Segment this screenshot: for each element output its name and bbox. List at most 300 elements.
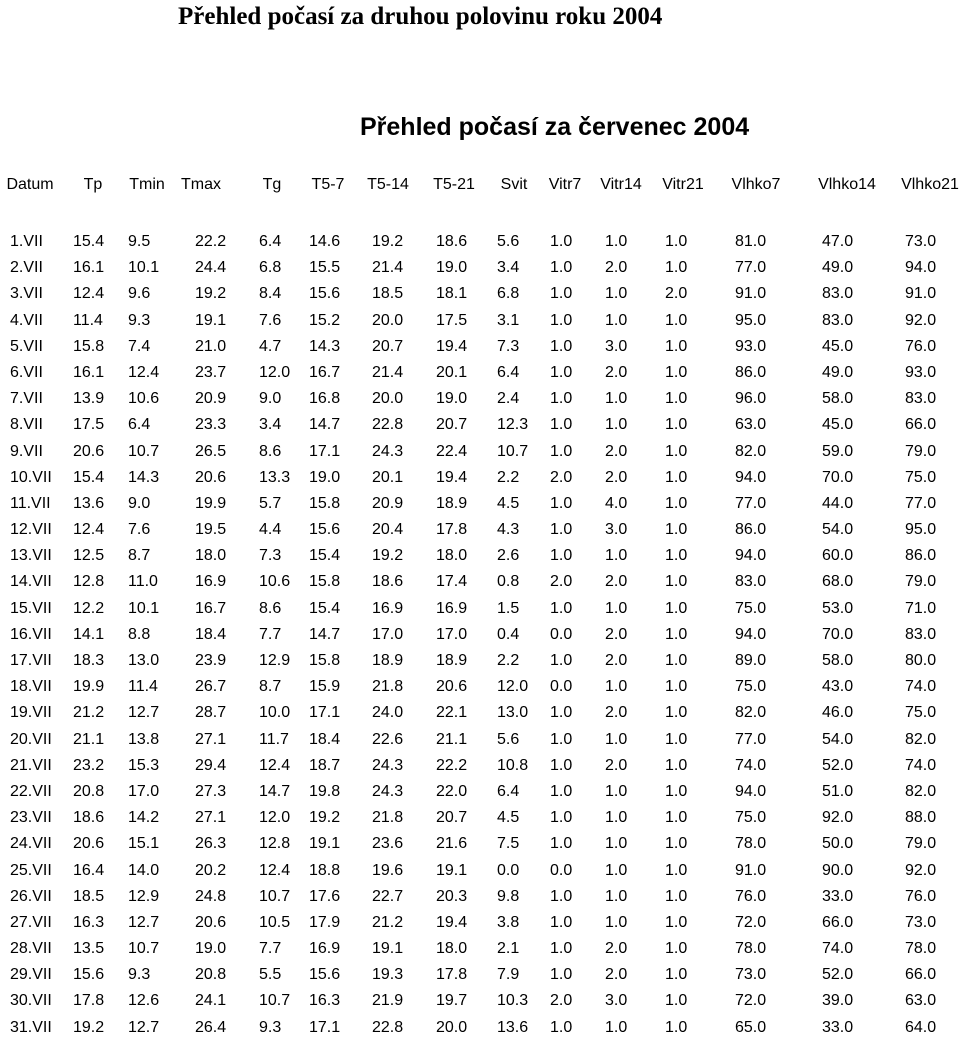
table-cell: 22.0 [436,782,468,800]
column-header: Tmin [129,176,165,193]
table-cell: 1.0 [665,521,688,539]
table-cell: 0.8 [497,573,520,591]
table-cell: 9.8 [497,887,520,905]
table-cell: 12.3 [497,416,529,434]
table-row [0,753,960,779]
table-cell: 13.VII [10,547,52,565]
table-cell: 12.8 [73,573,105,591]
table-cell: 18.6 [436,233,468,250]
table-row [0,491,960,517]
table-row [0,465,960,491]
table-cell: 1.0 [605,730,628,748]
table-cell: 19.0 [309,468,341,486]
table-cell: 3.1 [497,311,520,329]
column-header: T5-14 [367,176,409,193]
table-cell: 16.9 [436,599,468,617]
table-row [0,727,960,753]
table-cell: 93.0 [905,363,937,381]
table-cell: 1.0 [665,573,688,591]
table-cell: 15.8 [309,494,341,512]
table-cell: 21.VII [10,756,52,774]
table-row [0,334,960,360]
table-cell: 49.0 [822,363,854,381]
table-cell: 12.9 [259,652,291,669]
table-cell: 19.2 [372,233,404,250]
table-cell: 20.7 [436,416,468,434]
table-cell: 20.9 [372,494,404,512]
table-cell: 21.1 [436,730,468,748]
table-row [0,831,960,857]
table-cell: 20.8 [195,966,227,984]
table-cell: 77.0 [905,494,937,512]
table-cell: 66.0 [905,966,937,984]
table-cell: 86.0 [905,547,937,565]
table-cell: 6.VII [10,363,43,381]
table-cell: 17.8 [73,992,105,1010]
table-cell: 15.9 [309,678,341,696]
table-cell: 17.5 [73,416,105,434]
table-cell: 14.1 [73,625,105,643]
table-cell: 20.6 [195,913,227,931]
table-cell: 92.0 [905,861,937,879]
table-cell: 21.8 [372,678,404,696]
table-cell: 9.0 [259,390,282,408]
table-cell: 10.7 [259,992,291,1010]
table-cell: 19.0 [436,390,468,408]
table-cell: 19.2 [195,285,227,303]
table-cell: 20.6 [73,835,105,853]
table-cell: 82.0 [905,730,937,748]
table-cell: 10.3 [497,992,529,1010]
table-cell: 19.VII [10,704,52,722]
table-row [0,648,960,674]
table-cell: 70.0 [822,625,854,643]
table-cell: 19.4 [436,337,468,355]
table-cell: 20.7 [436,809,468,827]
table-cell: 26.7 [195,678,227,696]
table-cell: 9.3 [128,311,151,329]
table-cell: 29.VII [10,966,52,984]
table-cell: 17.8 [436,966,468,984]
table-cell: 17.VII [10,652,52,669]
table-cell: 15.8 [73,337,105,355]
table-cell: 10.7 [497,442,529,460]
table-cell: 1.0 [550,966,573,984]
table-cell: 4.4 [259,521,282,539]
table-cell: 18.4 [309,730,341,748]
table-cell: 10.5 [259,913,291,931]
table-cell: 21.6 [436,835,468,853]
table-cell: 14.7 [309,416,341,434]
table-cell: 1.0 [550,652,573,669]
table-cell: 9.3 [128,966,151,984]
table-cell: 4.3 [497,521,520,539]
table-cell: 4.VII [10,311,43,329]
table-cell: 12.9 [128,887,160,905]
table-cell: 1.0 [550,337,573,355]
table-cell: 9.3 [259,1018,282,1036]
table-cell: 18.4 [195,625,227,643]
table-cell: 33.0 [822,887,854,905]
table-cell: 2.0 [605,573,628,591]
table-cell: 13.3 [259,468,291,486]
table-cell: 83.0 [905,390,937,408]
table-cell: 4.0 [605,494,628,512]
table-row [0,360,960,386]
table-cell: 16.1 [73,363,105,381]
table-cell: 92.0 [905,311,937,329]
table-header-row [0,173,960,197]
table-cell: 15.VII [10,599,52,617]
column-header: Tp [83,176,103,193]
table-cell: 14.0 [128,861,160,879]
table-cell: 24.0 [372,704,404,722]
table-cell: 10.6 [128,390,160,408]
table-cell: 27.VII [10,913,52,931]
table-cell: 0.0 [550,861,573,879]
table-cell: 2.0 [605,625,628,643]
table-cell: 9.5 [128,233,151,250]
table-cell: 4.5 [497,809,520,827]
table-cell: 8.VII [10,416,43,434]
table-cell: 1.0 [665,966,688,984]
table-cell: 9.0 [128,494,151,512]
table-cell: 1.0 [550,363,573,381]
table-cell: 1.0 [550,442,573,460]
table-cell: 1.0 [665,809,688,827]
table-cell: 19.2 [372,547,404,565]
table-cell: 58.0 [822,652,854,669]
table-cell: 74.0 [735,756,767,774]
table-cell: 1.0 [665,442,688,460]
table-cell: 20.9 [195,390,227,408]
table-cell: 17.8 [436,521,468,539]
table-cell: 1.0 [665,913,688,931]
table-cell: 19.3 [372,966,404,984]
table-cell: 83.0 [822,285,854,303]
section-title: Přehled počasí za červenec 2004 [360,113,750,141]
table-cell: 1.5 [497,599,520,617]
table-cell: 18.7 [309,756,341,774]
table-cell: 2.0 [550,573,573,591]
table-cell: 1.0 [665,861,688,879]
table-cell: 19.9 [73,678,105,696]
table-cell: 94.0 [905,259,937,277]
table-cell: 1.0 [665,835,688,853]
table-cell: 44.0 [822,494,854,512]
table-cell: 7.4 [128,337,151,355]
table-cell: 12.8 [259,835,291,853]
table-cell: 92.0 [822,809,854,827]
table-row [0,674,960,700]
table-cell: 15.3 [128,756,160,774]
table-cell: 2.0 [665,285,688,303]
table-cell: 25.VII [10,861,52,879]
table-cell: 39.0 [822,992,854,1010]
table-cell: 0.0 [550,625,573,643]
table-cell: 78.0 [735,835,767,853]
table-cell: 2.0 [605,468,628,486]
table-cell: 18.0 [436,547,468,565]
table-cell: 1.0 [665,494,688,512]
table-cell: 14.3 [128,468,160,486]
table-cell: 21.9 [372,992,404,1010]
table-cell: 1.VII [10,233,43,250]
table-cell: 91.0 [905,285,937,303]
table-cell: 1.0 [665,756,688,774]
table-cell: 1.0 [605,416,628,434]
table-cell: 21.2 [372,913,404,931]
table-cell: 94.0 [735,625,767,643]
table-cell: 54.0 [822,521,854,539]
table-cell: 2.0 [550,468,573,486]
table-cell: 16.8 [309,390,341,408]
table-cell: 1.0 [550,547,573,565]
table-cell: 54.0 [822,730,854,748]
table-cell: 18.5 [73,887,105,905]
table-cell: 1.0 [605,1018,628,1036]
table-row [0,962,960,988]
table-cell: 3.4 [497,259,520,277]
table-cell: 12.7 [128,1018,160,1036]
table-cell: 8.7 [259,678,282,696]
table-cell: 8.4 [259,285,282,303]
table-cell: 65.0 [735,1018,767,1036]
table-cell: 14.7 [309,625,341,643]
table-cell: 8.8 [128,625,151,643]
table-cell: 19.1 [309,835,341,853]
table-row [0,884,960,910]
table-cell: 7.7 [259,625,282,643]
table-cell: 1.0 [665,625,688,643]
table-cell: 6.4 [497,782,520,800]
table-cell: 95.0 [735,311,767,329]
table-cell: 1.0 [665,416,688,434]
table-cell: 13.0 [128,652,160,669]
table-cell: 19.8 [309,782,341,800]
table-cell: 76.0 [905,337,937,355]
table-cell: 83.0 [905,625,937,643]
table-cell: 2.0 [605,704,628,722]
table-cell: 5.5 [259,966,282,984]
table-cell: 12.0 [259,809,291,827]
table-cell: 2.2 [497,468,520,486]
table-cell: 10.8 [497,756,529,774]
table-cell: 3.0 [605,521,628,539]
table-cell: 1.0 [665,363,688,381]
table-cell: 1.0 [605,861,628,879]
table-row [0,779,960,805]
table-cell: 19.5 [195,521,227,539]
table-cell: 83.0 [822,311,854,329]
column-header: T5-21 [433,176,475,193]
table-cell: 1.0 [605,835,628,853]
table-cell: 17.1 [309,442,341,460]
table-cell: 6.4 [128,416,151,434]
table-cell: 26.VII [10,887,52,905]
table-cell: 19.0 [436,259,468,277]
table-cell: 79.0 [905,835,937,853]
table-cell: 3.4 [259,416,282,434]
table-cell: 15.6 [73,966,105,984]
table-cell: 15.1 [128,835,160,853]
table-cell: 94.0 [735,782,767,800]
column-header: Vitr7 [548,176,582,193]
table-cell: 12.0 [497,678,529,696]
table-cell: 13.0 [497,704,529,722]
table-cell: 63.0 [735,416,767,434]
table-cell: 5.VII [10,337,43,355]
table-cell: 22.4 [436,442,468,460]
table-cell: 20.0 [372,311,404,329]
column-header: Tmax [181,176,221,193]
table-cell: 3.0 [605,992,628,1010]
table-cell: 89.0 [735,652,767,669]
table-cell: 12.VII [10,521,52,539]
table-cell: 12.6 [128,992,160,1010]
table-cell: 12.4 [259,756,291,774]
table-cell: 16.9 [195,573,227,591]
table-cell: 1.0 [550,494,573,512]
table-cell: 10.7 [128,442,160,460]
table-cell: 17.4 [436,573,468,591]
table-cell: 20.4 [372,521,404,539]
table-cell: 1.0 [605,233,628,250]
table-cell: 17.0 [372,625,404,643]
table-cell: 20.7 [372,337,404,355]
table-cell: 1.0 [605,913,628,931]
table-cell: 12.2 [73,599,105,617]
table-cell: 2.1 [497,940,520,958]
table-cell: 16.9 [309,940,341,958]
table-cell: 75.0 [735,599,767,617]
table-row [0,412,960,438]
table-cell: 21.8 [372,809,404,827]
table-cell: 3.VII [10,285,43,303]
table-cell: 73.0 [735,966,767,984]
table-cell: 6.8 [259,259,282,277]
table-cell: 30.VII [10,992,52,1010]
table-cell: 22.2 [436,756,468,774]
table-cell: 86.0 [735,363,767,381]
table-cell: 19.6 [372,861,404,879]
table-cell: 18.9 [436,494,468,512]
table-cell: 91.0 [735,861,767,879]
table-cell: 2.0 [605,940,628,958]
column-header: Tg [262,176,282,193]
table-cell: 20.6 [436,678,468,696]
table-cell: 88.0 [905,809,937,827]
table-cell: 2.0 [605,259,628,277]
table-cell: 22.2 [195,233,227,250]
table-cell: 15.6 [309,521,341,539]
table-cell: 90.0 [822,861,854,879]
table-cell: 20.8 [73,782,105,800]
table-cell: 21.0 [195,337,227,355]
table-cell: 23.9 [195,652,227,669]
table-cell: 17.5 [436,311,468,329]
table-cell: 15.5 [309,259,341,277]
table-cell: 11.VII [10,494,51,512]
table-cell: 17.0 [128,782,160,800]
table-cell: 1.0 [550,521,573,539]
table-cell: 47.0 [822,233,854,250]
table-row [0,596,960,622]
table-cell: 22.8 [372,416,404,434]
table-cell: 51.0 [822,782,854,800]
table-cell: 1.0 [550,913,573,931]
table-cell: 75.0 [735,678,767,696]
table-row [0,805,960,831]
table-cell: 19.1 [195,311,227,329]
table-cell: 1.0 [605,678,628,696]
table-cell: 52.0 [822,966,854,984]
table-cell: 19.0 [195,940,227,958]
table-cell: 1.0 [665,233,688,250]
table-cell: 26.4 [195,1018,227,1036]
table-cell: 16.3 [309,992,341,1010]
table-cell: 24.3 [372,442,404,460]
table-row [0,439,960,465]
table-cell: 5.6 [497,730,520,748]
table-cell: 50.0 [822,835,854,853]
table-cell: 79.0 [905,442,937,460]
table-cell: 23.7 [195,363,227,381]
table-cell: 17.9 [309,913,341,931]
table-cell: 1.0 [605,285,628,303]
table-cell: 26.3 [195,835,227,853]
table-cell: 1.0 [550,233,573,250]
table-cell: 14.2 [128,809,160,827]
table-cell: 91.0 [735,285,767,303]
table-cell: 2.0 [605,756,628,774]
table-cell: 76.0 [735,887,767,905]
table-cell: 24.4 [195,259,227,277]
table-cell: 19.4 [436,913,468,931]
table-cell: 11.7 [259,730,289,748]
table-cell: 16.9 [372,599,404,617]
table-cell: 1.0 [665,311,688,329]
table-cell: 18.5 [372,285,404,303]
table-cell: 75.0 [905,468,937,486]
table-cell: 20.2 [195,861,227,879]
table-cell: 2.2 [497,652,520,669]
table-cell: 7.5 [497,835,520,853]
table-cell: 20.0 [372,390,404,408]
table-cell: 74.0 [905,756,937,774]
table-cell: 63.0 [905,992,937,1010]
table-cell: 96.0 [735,390,767,408]
table-cell: 72.0 [735,992,767,1010]
table-cell: 15.8 [309,652,341,669]
table-cell: 45.0 [822,416,854,434]
table-cell: 17.1 [309,704,341,722]
table-cell: 82.0 [735,704,767,722]
table-cell: 27.1 [195,809,227,827]
table-cell: 1.0 [605,782,628,800]
table-cell: 20.VII [10,730,52,748]
table-cell: 1.0 [550,259,573,277]
table-cell: 20.1 [372,468,404,486]
table-cell: 1.0 [665,337,688,355]
table-cell: 11.4 [73,311,103,329]
table-cell: 24.8 [195,887,227,905]
table-cell: 17.1 [309,1018,341,1036]
table-cell: 8.6 [259,442,282,460]
table-cell: 14.6 [309,233,341,250]
table-cell: 12.4 [128,363,160,381]
table-cell: 23.VII [10,809,52,827]
